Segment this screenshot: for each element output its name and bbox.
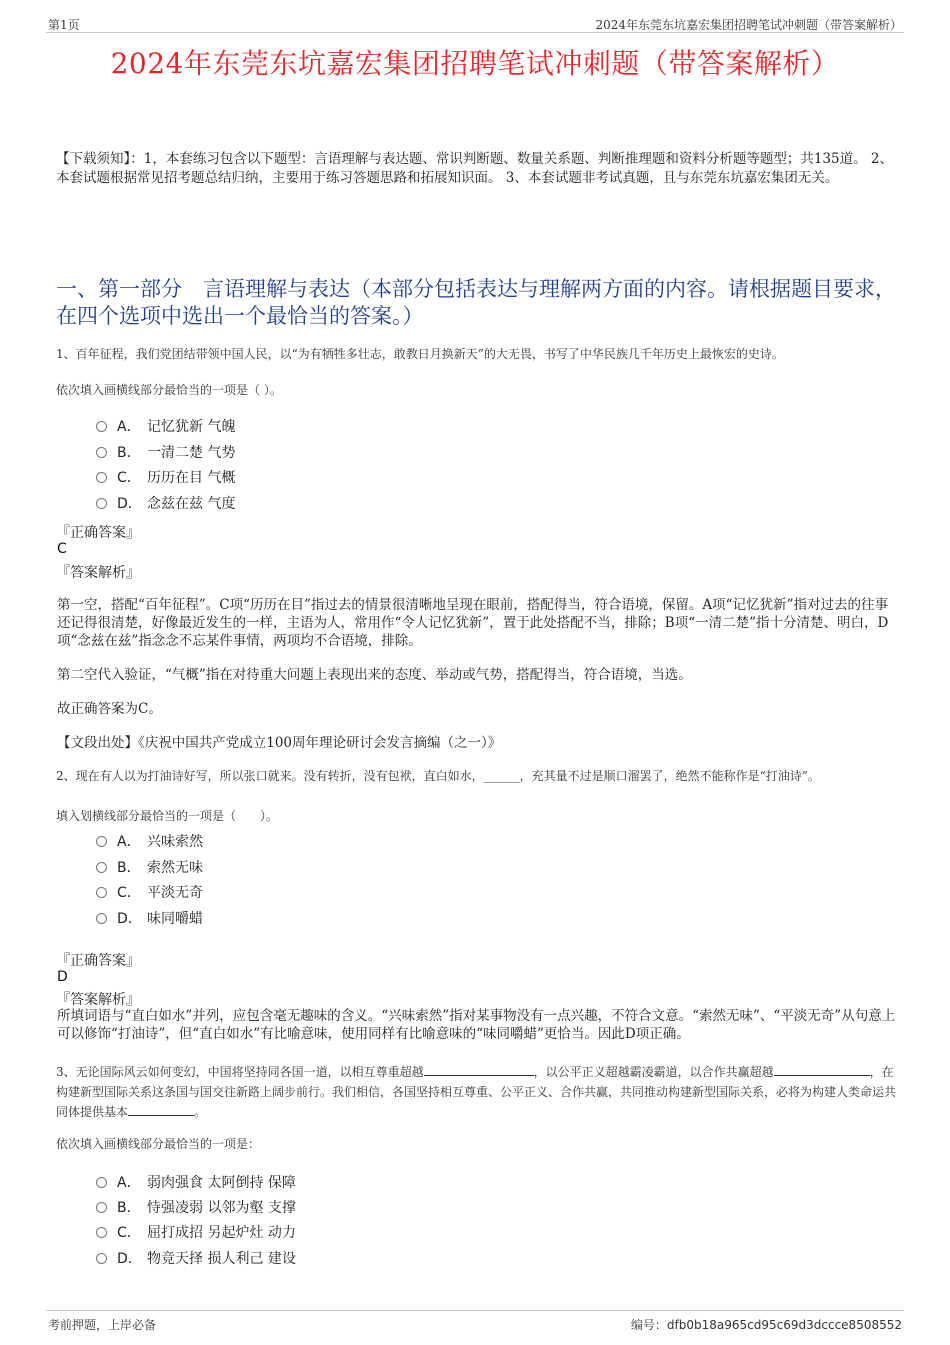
radio-icon[interactable]	[96, 862, 107, 873]
q3-option-a[interactable]: A． 弱肉强食 太阿倒持 保障	[96, 1172, 296, 1190]
q1-stem: 1、百年征程，我们党团结带领中国人民，以“为有牺牲多壮志，敢教日月换新天”的大无畏，书写了中华民族几千年历史上最恢宏的史诗。	[56, 347, 784, 361]
radio-icon[interactable]	[96, 1177, 107, 1188]
q1-option-d[interactable]: D． 念兹在兹 气度	[96, 493, 235, 511]
q3-blank-2	[774, 1063, 870, 1076]
q1-option-b[interactable]: B． 一清二楚 气势	[96, 442, 235, 460]
q2-option-a[interactable]: A． 兴味索然	[96, 831, 203, 849]
q1-option-c[interactable]: C． 历历在目 气概	[96, 467, 235, 485]
page-footer	[46, 1310, 904, 1333]
q2-analysis: 所填词语与“直白如水”并列，应包含毫无趣味的含义。“兴味索然”指对某事物没有一点兴趣，不符合文意。“索然无味”、“平淡无奇”从句意上可以修饰“打油诗”，但“直白如水”有比喻意味，使用同样有比喻意味的“味同嚼蜡”更恰当。因此D项正确。	[57, 1008, 896, 1042]
radio-icon[interactable]	[96, 836, 107, 847]
q3-prompt: 依次填入画横线部分最恰当的一项是：	[56, 1137, 261, 1151]
q3-option-d[interactable]: D． 物竞天择 损人利己 建设	[96, 1248, 296, 1266]
q1-prompt: 依次填入画横线部分最恰当的一项是（ ）。	[56, 383, 282, 397]
radio-icon[interactable]	[96, 1253, 107, 1264]
q2-prompt: 填入划横线部分最恰当的一项是（ ）。	[56, 809, 279, 823]
q2-correct-answer-label: 『正确答案』	[56, 953, 140, 969]
q3-option-c[interactable]: C． 屈打成招 另起炉灶 动力	[96, 1222, 296, 1240]
document-title: 2024年东莞东坑嘉宏集团招聘笔试冲刺题（带答案解析）	[110, 47, 840, 80]
q3-blank-1	[424, 1063, 534, 1076]
q3-blank-3	[128, 1103, 194, 1116]
footer-slogan: 考前押题，上岸必备	[48, 1318, 157, 1332]
download-notice: 【下载须知】：1，本套练习包含以下题型：言语理解与表达题、常识判断题、数量关系题、判断推理题和资料分析题等题型；共135道。 2、本套试题根据常见招考题总结归纳，主要用于练习答题思路和拓展知识面。 3、本套试题非考试真题，且与东莞东坑嘉宏集团无关。	[56, 151, 893, 186]
radio-icon[interactable]	[96, 887, 107, 898]
radio-icon[interactable]	[96, 1202, 107, 1213]
page-header	[46, 14, 904, 33]
q2-stem: 2、现在有人以为打油诗好写，所以张口就来。没有转折，没有包袱，直白如水，______，充其量不过是顺口溜罢了，绝然不能称作是“打油诗”。	[56, 769, 820, 783]
footer-code: 编号：dfb0b18a965cd95c69d3dccce8508552	[630, 1318, 902, 1332]
q1-source: 【文段出处】《庆祝中国共产党成立100周年理论研讨会发言摘编（之一）》	[57, 735, 502, 751]
radio-icon[interactable]	[96, 447, 107, 458]
radio-icon[interactable]	[96, 913, 107, 924]
q1-analysis-paragraph-3: 故正确答案为C。	[57, 701, 162, 717]
page-number: 第1页	[48, 18, 80, 32]
q1-correct-answer-label: 『正确答案』	[56, 525, 140, 541]
q2-option-d[interactable]: D． 味同嚼蜡	[96, 908, 203, 926]
q1-analysis-paragraph-2: 第二空代入验证，“气概”指在对待重大问题上表现出来的态度、举动或气势，搭配得当，符合语境，当选。	[57, 667, 692, 683]
q1-answer: C	[57, 541, 67, 557]
q2-analysis-label: 『答案解析』	[56, 992, 140, 1008]
radio-icon[interactable]	[96, 498, 107, 509]
q2-answer: D	[57, 969, 68, 985]
header-doc-title: 2024年东莞东坑嘉宏集团招聘笔试冲刺题（带答案解析）	[595, 18, 902, 32]
q1-analysis-label: 『答案解析』	[56, 565, 140, 581]
radio-icon[interactable]	[96, 1227, 107, 1238]
section-heading: 一、第一部分 言语理解与表达（本部分包括表达与理解两方面的内容。请根据题目要求，在四个选项中选出一个最恰当的答案。）	[56, 277, 896, 328]
q3-option-b[interactable]: B． 恃强凌弱 以邻为壑 支撑	[96, 1197, 296, 1215]
q1-analysis-paragraph-1: 第一空，搭配“百年征程”。C项“历历在目”指过去的情景很清晰地呈现在眼前，搭配得当，符合语境，保留。A项“记忆犹新”指对过去的往事还记得很清楚，好像最近发生的一样，主语为人，常用作“令人记忆犹新”，置于此处搭配不当，排除；B项“一清二楚”指十分清楚、明白，D项“念兹在兹”指念念不忘某件事情，两项均不合语境，排除。	[57, 597, 889, 649]
q1-option-a[interactable]: A． 记忆犹新 气魄	[96, 416, 235, 434]
q2-option-c[interactable]: C． 平淡无奇	[96, 882, 203, 900]
radio-icon[interactable]	[96, 472, 107, 483]
q3-stem: 3、无论国际风云如何变幻，中国将坚持同各国一道，以相互尊重超越 ，以公平正义超越霸凌霸道，以合作共赢超越 ，在构建新型国际关系这条国与国交往新路上阔步前行。我们相信，各国坚持相互尊重、公平正义、合作共赢，共同推动构建新型国际关系，必将为构建人类命运共同体提供基本 。	[56, 1065, 897, 1119]
q2-option-b[interactable]: B． 索然无味	[96, 857, 203, 875]
radio-icon[interactable]	[96, 421, 107, 432]
